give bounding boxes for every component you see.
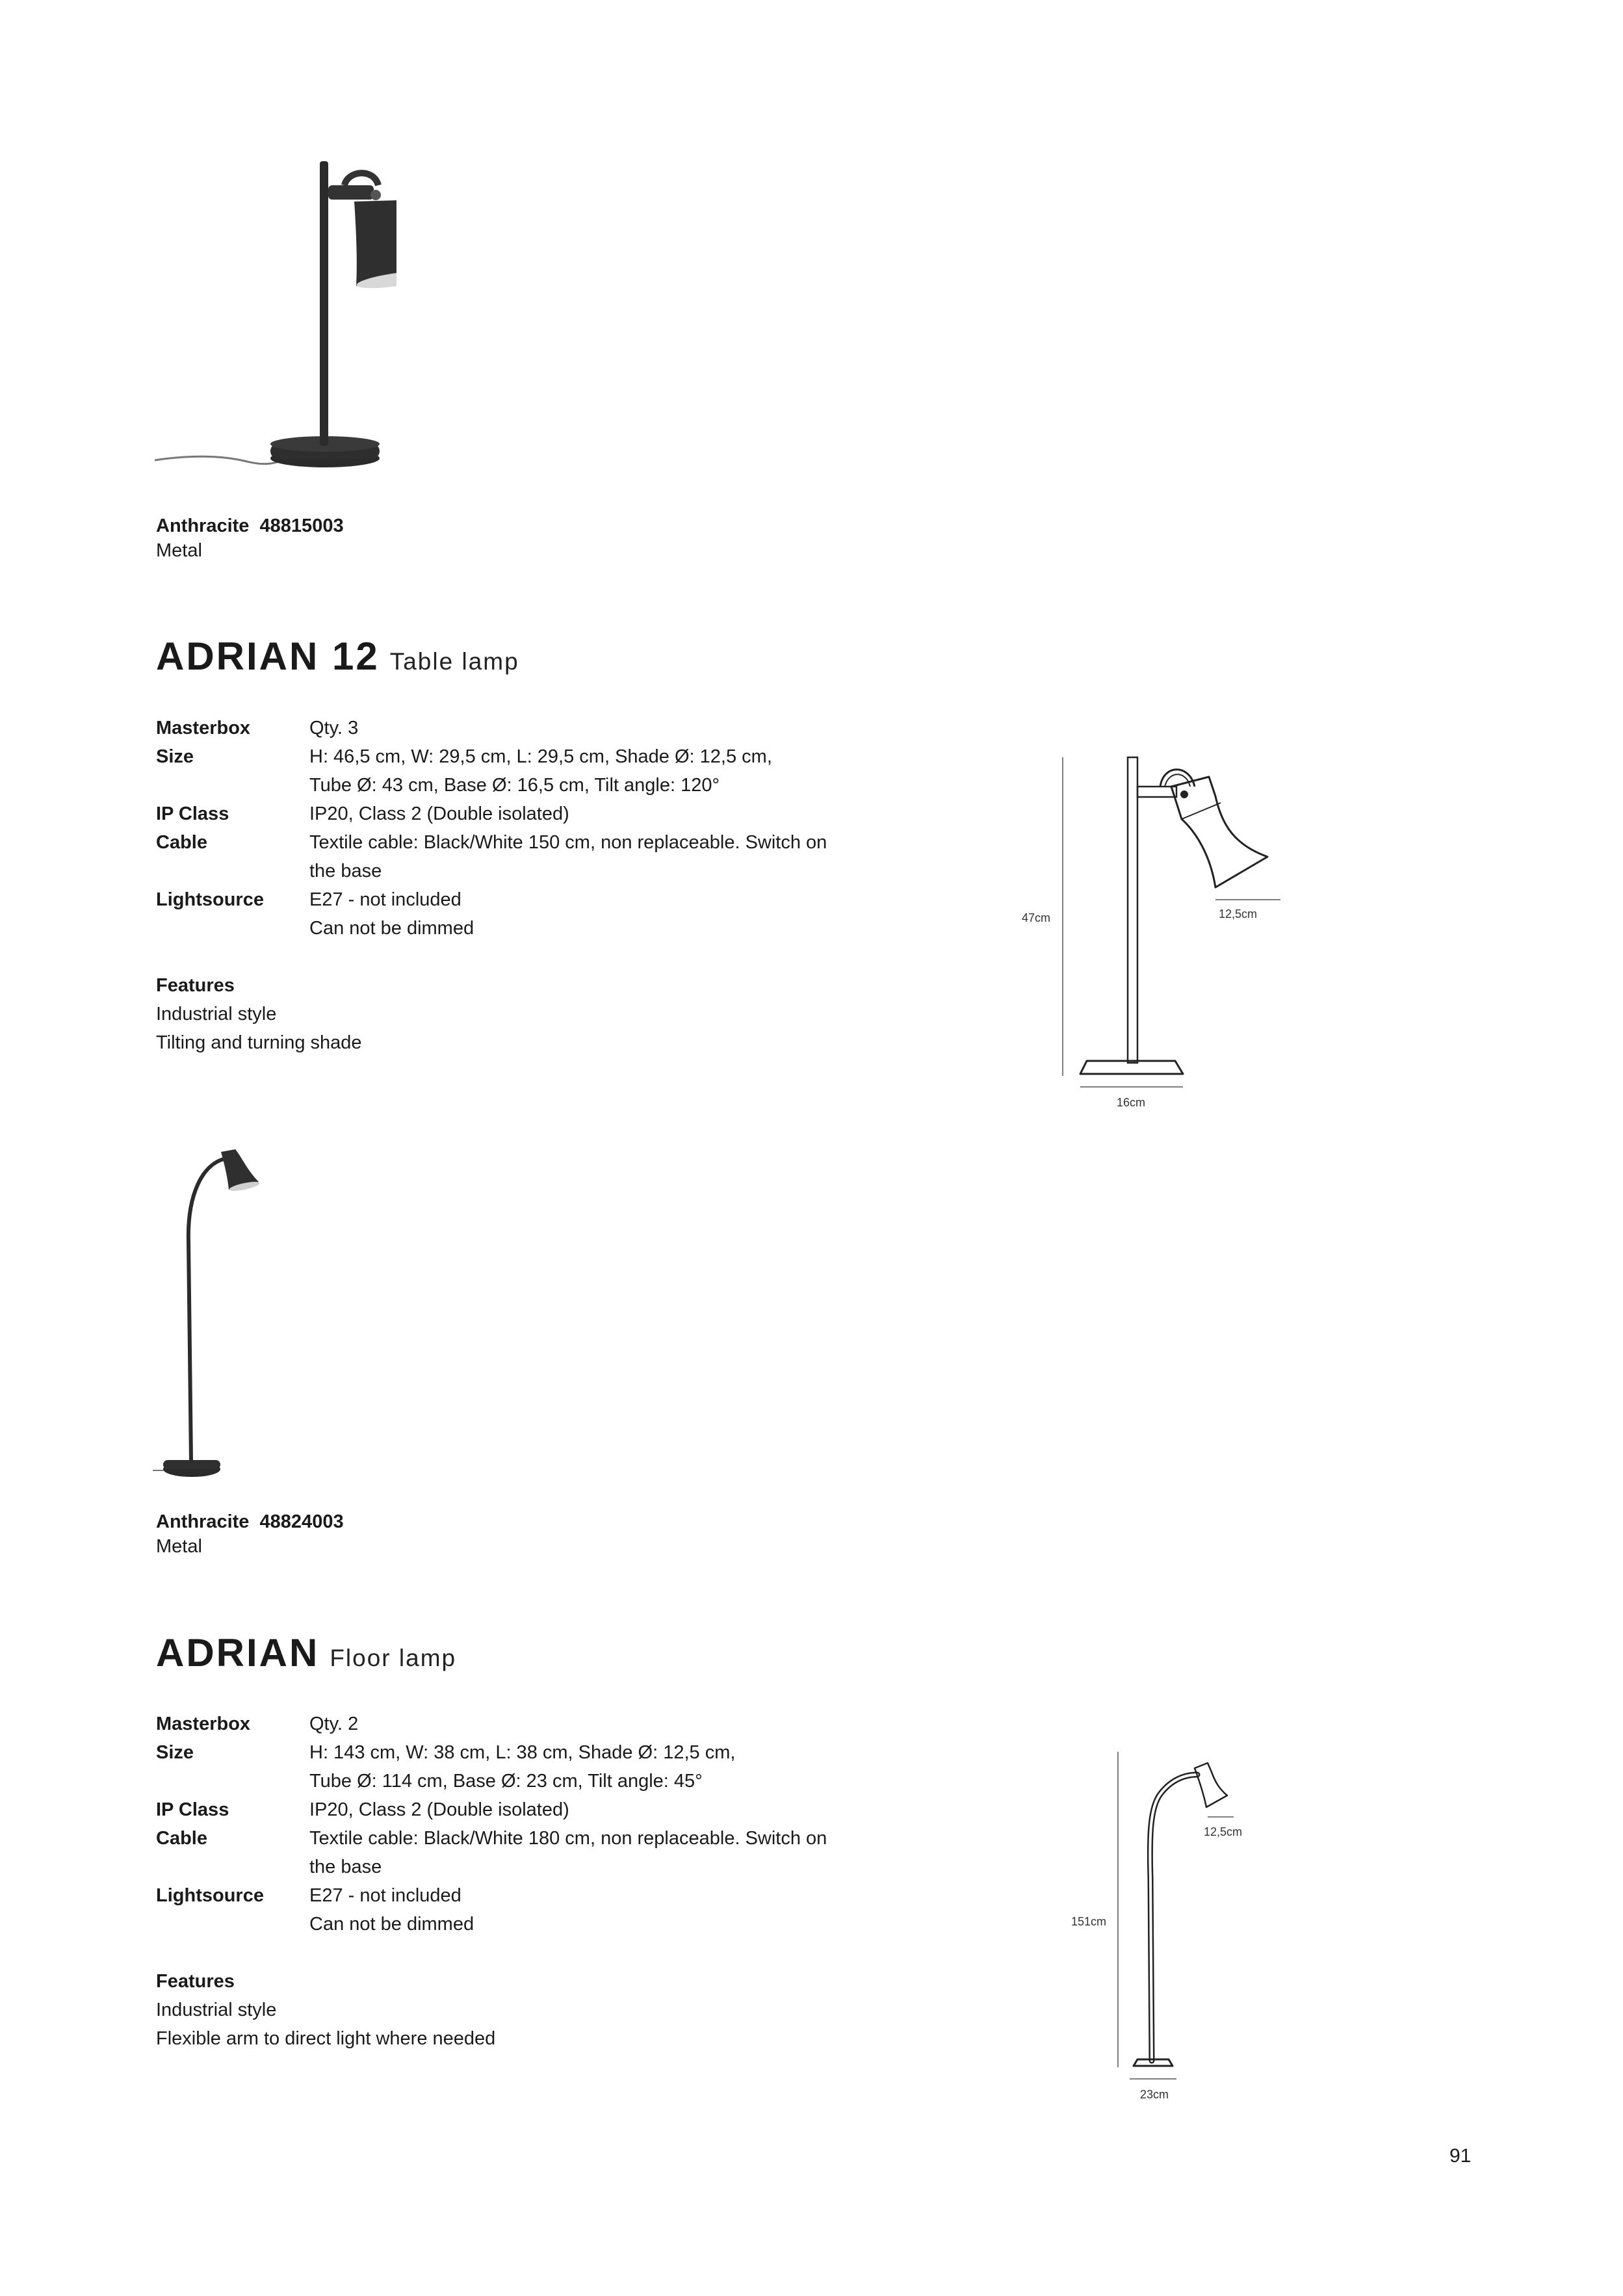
- spec-label: Lightsource: [156, 889, 264, 910]
- spec-label: Size: [156, 1742, 194, 1763]
- floor-lamp-dimension-drawing: [1053, 1742, 1313, 2113]
- feature-item: Flexible arm to direct light where needed: [156, 2028, 496, 2049]
- variant-finish: Anthracite: [156, 515, 250, 536]
- spec-table: [156, 714, 884, 943]
- spec-row-size: [156, 742, 884, 800]
- page-number: 91: [1449, 2145, 1472, 2167]
- dim-height-label: 151cm: [1071, 1915, 1107, 1928]
- product-type: Table lamp: [389, 648, 519, 675]
- spec-label: Cable: [156, 832, 207, 853]
- spec-value: IP20, Class 2 (Double isolated): [309, 1799, 569, 1820]
- spec-label: Cable: [156, 1828, 207, 1849]
- spec-label: Masterbox: [156, 718, 251, 738]
- spec-value: Tube Ø: 43 cm, Base Ø: 16,5 cm, Tilt angle: 120°: [309, 775, 720, 796]
- product-variant: [156, 1509, 344, 1559]
- feature-item: Industrial style: [156, 1004, 277, 1024]
- spec-value: Qty. 2: [309, 1714, 359, 1734]
- spec-label: IP Class: [156, 803, 229, 824]
- spec-value: Can not be dimmed: [309, 918, 474, 939]
- variant-material: Metal: [156, 1536, 202, 1557]
- dim-shade-label: 12,5cm: [1204, 1825, 1243, 1838]
- spec-value: E27 - not included: [309, 889, 461, 910]
- dim-base-label: 23cm: [1140, 2088, 1169, 2101]
- spec-value: the base: [309, 861, 382, 881]
- spec-value: Tube Ø: 114 cm, Base Ø: 23 cm, Tilt angle: 45°: [309, 1771, 703, 1792]
- spec-label: IP Class: [156, 1799, 229, 1820]
- dim-height-label: 47cm: [1022, 911, 1051, 924]
- spec-row-masterbox: [156, 1710, 884, 1738]
- table-lamp-photo: [149, 150, 396, 481]
- variant-code: 48815003: [259, 515, 344, 536]
- spec-value: H: 46,5 cm, W: 29,5 cm, L: 29,5 cm, Shade Ø: 12,5 cm,: [309, 746, 772, 767]
- spec-row-ip-class: [156, 1795, 884, 1824]
- spec-label: Lightsource: [156, 1885, 264, 1906]
- feature-item: Tilting and turning shade: [156, 1032, 362, 1053]
- spec-row-size: [156, 1738, 884, 1795]
- spec-value: Textile cable: Black/White 150 cm, non replaceable. Switch on: [309, 832, 827, 853]
- spec-row-ip-class: [156, 800, 884, 828]
- table-lamp-dimension-drawing: [1001, 741, 1326, 1118]
- product-type: Floor lamp: [330, 1645, 457, 1671]
- dim-shade-label: 12,5cm: [1219, 907, 1258, 920]
- spec-row-cable: [156, 828, 884, 885]
- variant-finish: Anthracite: [156, 1511, 250, 1532]
- product-variant: [156, 514, 344, 563]
- features-list: [156, 971, 362, 1057]
- spec-value: H: 143 cm, W: 38 cm, L: 38 cm, Shade Ø: 12,5 cm,: [309, 1742, 736, 1763]
- spec-value: E27 - not included: [309, 1885, 461, 1906]
- spec-row-cable: [156, 1824, 884, 1881]
- spec-label: Masterbox: [156, 1714, 251, 1734]
- features-heading: Features: [156, 975, 235, 996]
- dim-base-label: 16cm: [1117, 1096, 1146, 1109]
- product-name: ADRIAN 12: [156, 634, 380, 678]
- spec-value: Qty. 3: [309, 718, 359, 738]
- spec-row-masterbox: [156, 714, 884, 742]
- product-title: [156, 634, 519, 679]
- spec-value: Can not be dimmed: [309, 1914, 474, 1935]
- features-list: [156, 1967, 495, 2053]
- spec-label: Size: [156, 746, 194, 767]
- feature-item: Industrial style: [156, 2000, 277, 2020]
- spec-value: Textile cable: Black/White 180 cm, non replaceable. Switch on: [309, 1828, 827, 1849]
- variant-material: Metal: [156, 540, 202, 561]
- spec-table: [156, 1710, 884, 1938]
- product-title: [156, 1630, 456, 1675]
- spec-row-lightsource: [156, 1881, 884, 1938]
- spec-value: IP20, Class 2 (Double isolated): [309, 803, 569, 824]
- features-heading: Features: [156, 1971, 235, 1992]
- spec-row-lightsource: [156, 885, 884, 943]
- product-name: ADRIAN: [156, 1631, 320, 1675]
- floor-lamp-photo: [149, 1144, 318, 1489]
- variant-code: 48824003: [259, 1511, 344, 1532]
- spec-value: the base: [309, 1857, 382, 1877]
